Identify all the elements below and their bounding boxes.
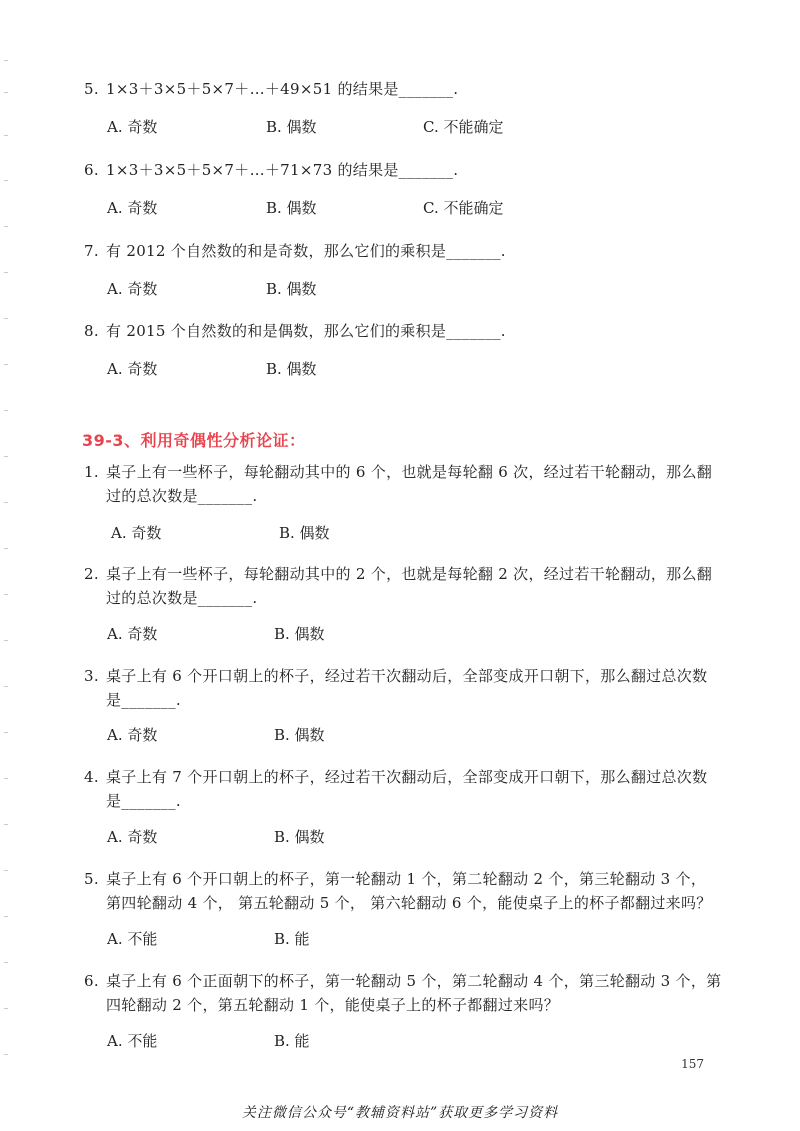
- question-number: 5.: [84, 870, 99, 888]
- question-6-parity-sum-71: [84, 158, 724, 182]
- question-5-six-rounds: [84, 867, 724, 915]
- question-text-line2: 是_______.: [106, 691, 181, 709]
- question-text-line1: 桌子上有 6 个开口朝上的杯子，经过若干次翻动后，全部变成开口朝下，那么翻过总次数: [106, 667, 708, 685]
- question-7-natural-numbers-2012: [84, 239, 724, 263]
- question-text-line2: 过的总次数是_______.: [106, 487, 258, 505]
- question-text-line2: 是_______.: [106, 792, 181, 810]
- option-b[interactable]: B. 偶数: [274, 726, 325, 744]
- question-number: 6.: [84, 161, 99, 179]
- question-3-six-cups: [84, 664, 724, 712]
- option-a[interactable]: A. 奇数: [107, 726, 158, 744]
- option-a[interactable]: A. 奇数: [107, 828, 158, 846]
- option-b[interactable]: B. 偶数: [266, 360, 317, 378]
- option-b[interactable]: B. 能: [274, 1032, 310, 1050]
- option-a[interactable]: A. 奇数: [107, 625, 158, 643]
- option-b[interactable]: B. 能: [274, 930, 310, 948]
- option-a[interactable]: A. 不能: [107, 930, 158, 948]
- question-text: 1×3＋3×5＋5×7＋…＋49×51 的结果是_______.: [106, 80, 459, 98]
- question-text-line1: 桌子上有 6 个开口朝上的杯子，第一轮翻动 1 个，第二轮翻动 2 个，第三轮翻动 3 个，: [106, 870, 707, 888]
- question-text: 有 2015 个自然数的和是偶数，那么它们的乘积是_______.: [106, 322, 506, 340]
- question-number: 1.: [84, 463, 99, 481]
- option-b[interactable]: B. 偶数: [266, 199, 317, 217]
- question-text-line1: 桌子上有一些杯子，每轮翻动其中的 6 个，也就是每轮翻 6 次，经过若干轮翻动，那么翻: [106, 463, 713, 481]
- question-text-line2: 第四轮翻动 4 个， 第五轮翻动 5 个， 第六轮翻动 6 个，能使桌子上的杯子都翻过来吗？: [106, 894, 712, 912]
- option-a[interactable]: A. 奇数: [107, 118, 158, 136]
- question-1-flip-six: [84, 460, 724, 508]
- question-4-seven-cups: [84, 765, 724, 813]
- question-8-natural-numbers-2015: [84, 319, 724, 343]
- option-a[interactable]: A. 不能: [107, 1032, 158, 1050]
- option-c[interactable]: C. 不能确定: [423, 199, 504, 217]
- question-number: 4.: [84, 768, 99, 786]
- option-b[interactable]: B. 偶数: [266, 280, 317, 298]
- footer-promo-text: 关注微信公众号“教辅资料站”获取更多学习资料: [241, 1105, 559, 1121]
- option-b[interactable]: B. 偶数: [279, 524, 330, 542]
- option-b[interactable]: B. 偶数: [274, 828, 325, 846]
- question-text: 有 2012 个自然数的和是奇数，那么它们的乘积是_______.: [106, 242, 506, 260]
- question-text-line2: 过的总次数是_______.: [106, 589, 258, 607]
- question-number: 8.: [84, 322, 99, 340]
- page-number: 157: [681, 1057, 704, 1071]
- option-a[interactable]: A. 奇数: [107, 360, 158, 378]
- option-a[interactable]: A. 奇数: [111, 524, 162, 542]
- question-number: 5.: [84, 80, 99, 98]
- question-text-line1: 桌子上有 6 个正面朝下的杯子，第一轮翻动 5 个，第二轮翻动 4 个，第三轮翻动 3 个，第: [106, 972, 722, 990]
- section-title: 39-3、利用奇偶性分析论证：: [82, 431, 306, 450]
- option-b[interactable]: B. 偶数: [266, 118, 317, 136]
- question-6-five-rounds: [84, 969, 724, 1017]
- question-text: 1×3＋3×5＋5×7＋…＋71×73 的结果是_______.: [106, 161, 459, 179]
- question-5-parity-sum-49: [84, 77, 724, 101]
- question-text-line2: 四轮翻动 2 个，第五轮翻动 1 个，能使桌子上的杯子都翻过来吗？: [106, 996, 560, 1014]
- option-a[interactable]: A. 奇数: [107, 280, 158, 298]
- question-number: 7.: [84, 242, 99, 260]
- option-a[interactable]: A. 奇数: [107, 199, 158, 217]
- question-number: 3.: [84, 667, 99, 685]
- question-2-flip-two: [84, 562, 724, 610]
- option-c[interactable]: C. 不能确定: [423, 118, 504, 136]
- question-text-line1: 桌子上有一些杯子，每轮翻动其中的 2 个，也就是每轮翻 2 次，经过若干轮翻动，那么翻: [106, 565, 713, 583]
- question-number: 6.: [84, 972, 99, 990]
- question-text-line1: 桌子上有 7 个开口朝上的杯子，经过若干次翻动后，全部变成开口朝下，那么翻过总次数: [106, 768, 708, 786]
- question-number: 2.: [84, 565, 99, 583]
- option-b[interactable]: B. 偶数: [274, 625, 325, 643]
